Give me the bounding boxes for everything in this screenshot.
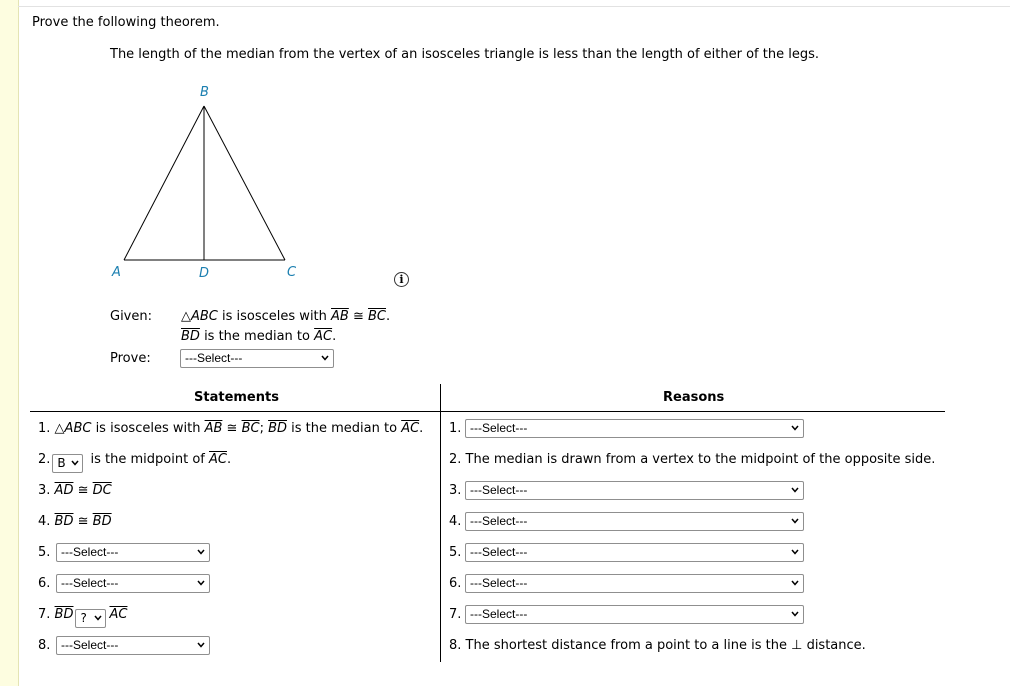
chevron-down-icon (791, 487, 799, 493)
statement-6-number: 6. (38, 576, 51, 591)
prove-label: Prove: (110, 351, 151, 366)
statement-6-select[interactable]: ---Select--- (56, 574, 210, 593)
prove-select[interactable]: ---Select--- (180, 349, 334, 368)
statement-4: 4. $\overline{BD}$ ≅ $\overline{BD}$ (38, 514, 112, 529)
left-margin-stripe (0, 0, 19, 686)
label-b: B (200, 85, 209, 100)
side-ab (124, 106, 204, 260)
statement-1: 1. △ABC is isosceles with $\overline{AB}$ ≅ $\overline{BC}$; $\overline{BD}$ is the median to $\overline{AC}$. (38, 421, 424, 436)
reason-7-number: 7. (449, 607, 462, 622)
chevron-down-icon (197, 580, 205, 586)
side-bc (204, 106, 285, 260)
table-column-divider (440, 384, 441, 662)
statement-7: 7. $\overline{BD}$ ? $\overline{AC}$ (38, 607, 127, 628)
chevron-down-icon (197, 642, 205, 648)
statements-header: Statements (194, 390, 279, 405)
label-c: C (287, 265, 297, 280)
statement-7-relation-select[interactable]: ? (75, 609, 106, 628)
reason-4-select[interactable]: ---Select--- (465, 512, 804, 531)
statement-5-number: 5. (38, 545, 51, 560)
theorem-text: The length of the median from the vertex of an isosceles triangle is less than the length of either of the legs. (110, 47, 819, 62)
chevron-down-icon (197, 549, 205, 555)
chevron-down-icon (94, 615, 102, 621)
chevron-down-icon (791, 518, 799, 524)
reason-8: 8. The shortest distance from a point to a line is the ⊥ distance. (449, 638, 866, 653)
chevron-down-icon (791, 611, 799, 617)
reason-3-number: 3. (449, 483, 462, 498)
statement-8-select[interactable]: ---Select--- (56, 636, 210, 655)
info-icon[interactable]: i (394, 272, 409, 287)
triangle-figure (100, 80, 320, 280)
given-line-1: △ABC is isosceles with $\overline{AB}$ ≅ $\overline{BC}$. (181, 309, 391, 324)
chevron-down-icon (791, 549, 799, 555)
chevron-down-icon (791, 425, 799, 431)
statement-5-select[interactable]: ---Select--- (56, 543, 210, 562)
reason-1-number: 1. (449, 421, 462, 436)
reason-6-select[interactable]: ---Select--- (465, 574, 804, 593)
statement-2-select[interactable]: B (52, 454, 83, 473)
chevron-down-icon (321, 355, 329, 361)
reason-4-number: 4. (449, 514, 462, 529)
reason-2: 2. The median is drawn from a vertex to the midpoint of the opposite side. (449, 452, 936, 467)
statement-2: 2. B is the midpoint of $\overline{AC}$. (38, 452, 231, 473)
chevron-down-icon (791, 580, 799, 586)
reason-7-select[interactable]: ---Select--- (465, 605, 804, 624)
statement-8-number: 8. (38, 638, 51, 653)
given-line-2: $\overline{BD}$ is the median to $\overline{AC}$. (181, 329, 337, 344)
label-d: D (199, 266, 210, 281)
reason-5-select[interactable]: ---Select--- (465, 543, 804, 562)
reason-5-number: 5. (449, 545, 462, 560)
reason-3-select[interactable]: ---Select--- (465, 481, 804, 500)
top-divider (18, 6, 1010, 7)
table-header-divider (30, 411, 945, 412)
prompt-text: Prove the following theorem. (32, 15, 220, 30)
given-label: Given: (110, 309, 152, 324)
reason-1-select[interactable]: ---Select--- (465, 419, 804, 438)
chevron-down-icon (71, 460, 79, 466)
statement-3: 3. $\overline{AD}$ ≅ $\overline{DC}$ (38, 483, 112, 498)
reason-6-number: 6. (449, 576, 462, 591)
reasons-header: Reasons (663, 390, 725, 405)
label-a: A (112, 265, 121, 280)
